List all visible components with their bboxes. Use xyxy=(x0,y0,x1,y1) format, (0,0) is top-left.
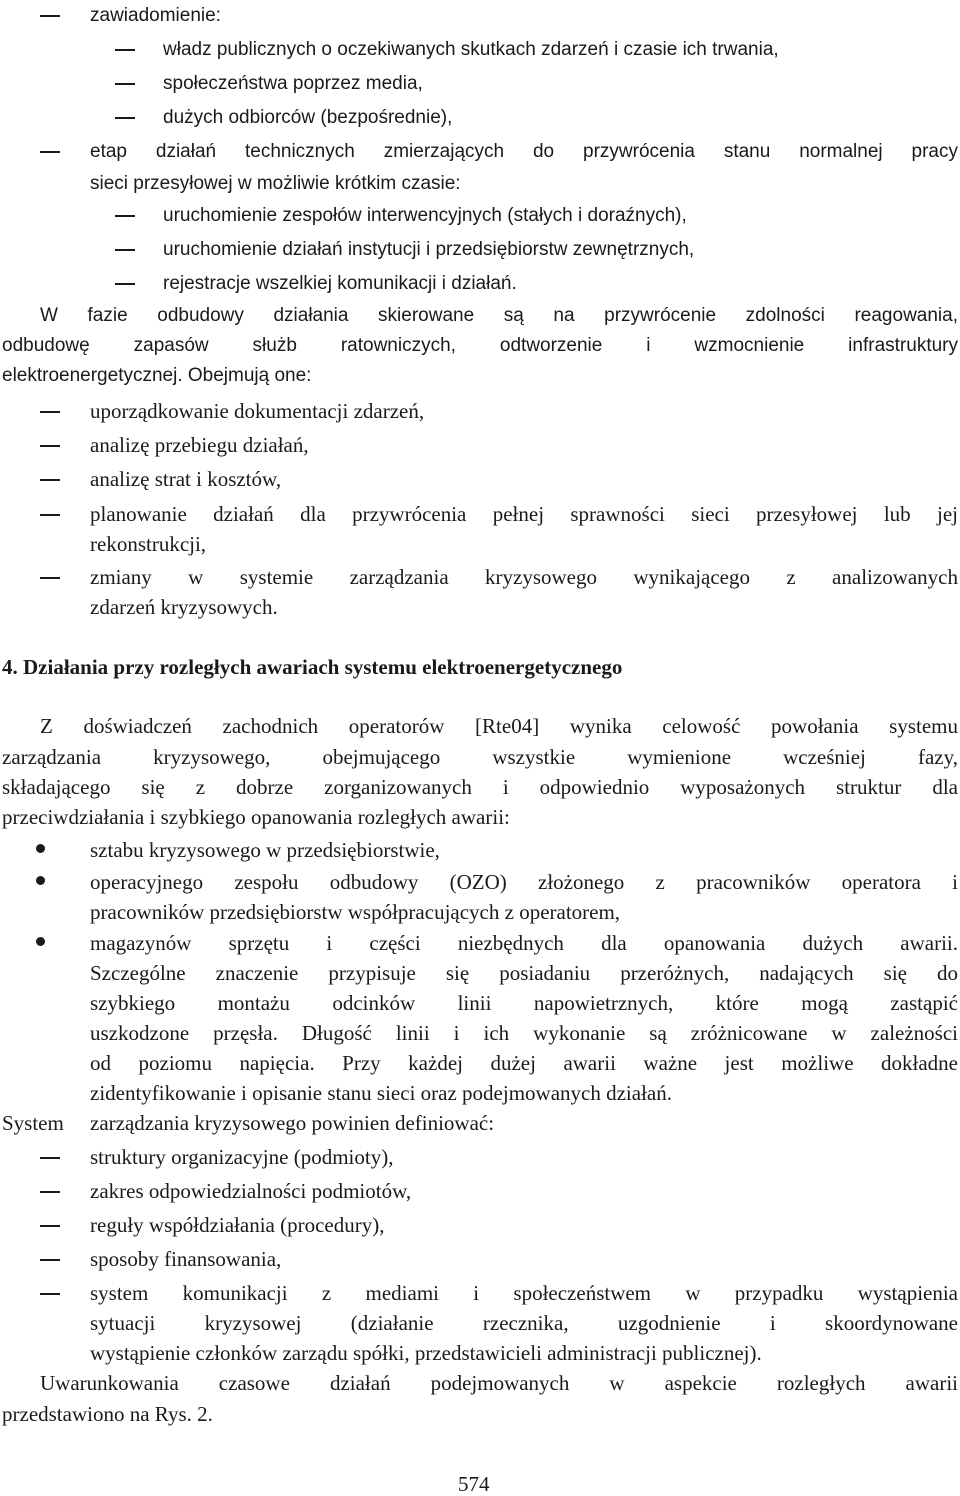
bullet-marker xyxy=(36,937,45,946)
dash-marker xyxy=(40,1191,60,1193)
list-item-text: wystąpienie członków zarządu spółki, przedstawicieli administracji publicznej). xyxy=(90,1341,762,1365)
list-item-text: szybkiego montażu odcinków linii napowietrznych, które mogą zastąpić xyxy=(90,991,958,1015)
dash-marker xyxy=(115,117,135,119)
dash-marker xyxy=(115,49,135,51)
list-item-text: władz publicznych o oczekiwanych skutkach zdarzeń i czasie ich trwania, xyxy=(163,39,779,60)
paragraph-line: Z doświadczeń zachodnich operatorów [Rte04] wynika celowość powołania systemu xyxy=(40,714,958,738)
list-item-text: zdarzeń kryzysowych. xyxy=(90,595,278,619)
dash-marker xyxy=(40,577,60,579)
list-item-text: od poziomu napięcia. Przy każdej dużej awarii ważne jest możliwe dokładne xyxy=(90,1051,958,1075)
paragraph-line: W fazie odbudowy działania skierowane są na przywrócenie zdolności reagowania, xyxy=(40,305,958,326)
list-item-text: uszkodzone przęsła. Długość linii i ich wykonanie są zróżnicowane w zależności xyxy=(90,1021,958,1045)
page-number: 574 xyxy=(458,1472,490,1496)
paragraph-line: zarządzania kryzysowego, obejmującego wszystkie wymienione wcześniej fazy, xyxy=(2,745,958,769)
list-item-text: pracowników przedsiębiorstw współpracujących z operatorem, xyxy=(90,900,621,924)
list-item-text: zakres odpowiedzialności podmiotów, xyxy=(90,1179,412,1203)
paragraph-line: zarządzania kryzysowego powinien definiować: xyxy=(90,1111,495,1135)
dash-marker xyxy=(40,411,60,413)
list-item-text: zidentyfikowanie i opisanie stanu sieci oraz podejmowanych działań. xyxy=(90,1081,672,1105)
list-item-text: zmiany w systemie zarządzania kryzysowego wynikającego z analizowanych xyxy=(90,565,958,589)
paragraph-line: przeciwdziałania i szybkiego opanowania rozległych awarii: xyxy=(2,805,510,829)
dash-marker xyxy=(115,83,135,85)
dash-marker xyxy=(40,1293,60,1295)
list-item-text: uruchomienie działań instytucji i przedsiębiorstw zewnętrznych, xyxy=(163,239,695,260)
paragraph-line: elektroenergetycznej. Obejmują one: xyxy=(2,365,312,386)
dash-marker xyxy=(40,1225,60,1227)
list-item-text: reguły współdziałania (procedury), xyxy=(90,1213,385,1237)
list-item-text: struktury organizacyjne (podmioty), xyxy=(90,1145,394,1169)
list-item-text: sytuacji kryzysowej (działanie rzecznika, uzgodnienie i skoordynowane xyxy=(90,1311,958,1335)
section-heading: 4. Działania przy rozległych awariach systemu elektroenergetycznego xyxy=(2,655,623,679)
dash-marker xyxy=(40,1157,60,1159)
list-item-text: zawiadomienie: xyxy=(90,5,221,26)
dash-marker xyxy=(40,445,60,447)
list-item-text: sieci przesyłowej w możliwie krótkim czasie: xyxy=(90,173,461,194)
dash-marker xyxy=(115,215,135,217)
list-item-text: rekonstrukcji, xyxy=(90,532,207,556)
dash-marker xyxy=(115,283,135,285)
dash-marker xyxy=(40,479,60,481)
bullet-marker xyxy=(36,844,45,853)
paragraph-line: składającego się z dobrze zorganizowanych i odpowiednio wyposażonych struktur dla xyxy=(2,775,958,799)
list-item-text: uruchomienie zespołów interwencyjnych (stałych i doraźnych), xyxy=(163,205,687,226)
dash-marker xyxy=(40,1259,60,1261)
list-item-text: sposoby finansowania, xyxy=(90,1247,282,1271)
list-item-text: sztabu kryzysowego w przedsiębiorstwie, xyxy=(90,838,440,862)
list-item-text: planowanie działań dla przywrócenia pełnej sprawności sieci przesyłowej lub jej xyxy=(90,502,958,526)
list-item-text: analizę przebiegu działań, xyxy=(90,433,309,457)
list-item-text: etap działań technicznych zmierzających do przywrócenia stanu normalnej pracy xyxy=(90,141,958,162)
list-item-text: magazynów sprzętu i części niezbędnych dla opanowania dużych awarii. xyxy=(90,931,958,955)
list-item-text: społeczeństwa poprzez media, xyxy=(163,73,423,94)
dash-marker xyxy=(40,514,60,516)
paragraph-line: Uwarunkowania czasowe działań podejmowanych w aspekcie rozległych awarii xyxy=(40,1371,958,1395)
dash-marker xyxy=(40,151,60,153)
bullet-marker xyxy=(36,876,45,885)
list-item-text: dużych odbiorców (bezpośrednie), xyxy=(163,107,453,128)
dash-marker xyxy=(115,249,135,251)
list-item-text: operacyjnego zespołu odbudowy (OZO) złożonego z pracowników operatora i xyxy=(90,870,958,894)
paragraph-line: przedstawiono na Rys. 2. xyxy=(2,1402,213,1426)
list-item-text: Szczególne znaczenie przypisuje się posiadaniu przeróżnych, nadających się do xyxy=(90,961,958,985)
dash-marker xyxy=(40,15,60,17)
list-item-text: system komunikacji z mediami i społeczeństwem w przypadku wystąpienia xyxy=(90,1281,958,1305)
paragraph-line: System xyxy=(2,1111,64,1135)
list-item-text: analizę strat i kosztów, xyxy=(90,467,282,491)
list-item-text: rejestracje wszelkiej komunikacji i działań. xyxy=(163,273,517,294)
paragraph-line: odbudowę zapasów służb ratowniczych, odtworzenie i wzmocnienie infrastruktury xyxy=(2,335,958,356)
list-item-text: uporządkowanie dokumentacji zdarzeń, xyxy=(90,399,425,423)
